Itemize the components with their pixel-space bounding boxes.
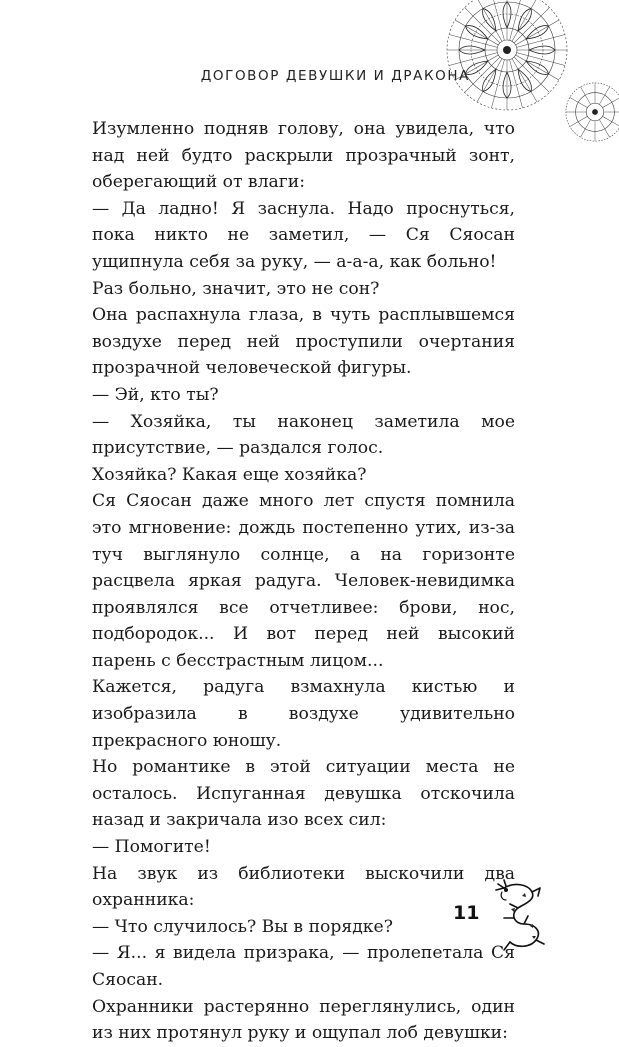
paragraph: — Что случилось? Вы в порядке?	[92, 916, 393, 937]
paragraph: Раз больно, значит, это не сон?	[92, 278, 380, 299]
page-number: 11	[453, 902, 480, 924]
paragraph: Кажется, радуга взмахнула кистью и изобразила в воздухе удивительно прекрасного юношу.	[92, 677, 515, 751]
paragraph: Но романтике в этой ситуации места не осталось. Испуганная девушка отскочила назад и закричала изо всех сил:	[92, 757, 515, 831]
paragraph: — Да ладно! Я заснула. Надо проснуться, пока никто не заметил, — Ся Сяосан ущипнула себя за руку, — а-а-а, как больно!	[92, 198, 515, 272]
dragon-icon	[484, 878, 556, 956]
paragraph: На звук из библиотеки выскочили два охранника:	[92, 863, 515, 911]
mandala-flower-small-icon	[562, 79, 619, 145]
body-text	[92, 116, 515, 1047]
paragraph: — Эй, кто ты?	[92, 384, 219, 405]
paragraph: Ся Сяосан даже много лет спустя помнила это мгновение: дождь постепенно утих, из-за туч выглянуло солнце, а на горизонте расцвела яркая радуга. Человек-невидимка проявлялся все отчетливее: брови, нос, подбородок... И вот перед ней высокий парень с бесстрастным лицом...	[92, 491, 515, 671]
paragraph: Изумленно подняв голову, она увидела, что над ней будто раскрыли прозрачный зонт, оберегающий от влаги:	[92, 119, 515, 193]
paragraph: Она распахнула глаза, в чуть расплывшемся воздухе перед ней проступили очертания прозрачной человеческой фигуры.	[92, 305, 515, 379]
paragraph: Хозяйка? Какая еще хозяйка?	[92, 464, 367, 485]
mandala-flower-icon	[443, 0, 571, 114]
paragraph: — Я... я видела призрака, — пролепетала Ся Сяосан.	[92, 943, 515, 990]
paragraph: Охранники растерянно переглянулись, один из них протянул руку и ощупал лоб девушки:	[92, 996, 515, 1044]
running-title: ДОГОВОР ДЕВУШКИ И ДРАКОНА	[200, 68, 470, 84]
paragraph: — Помогите!	[92, 837, 211, 858]
paragraph: — Хозяйка, ты наконец заметила мое присутствие, — раздался голос.	[92, 411, 515, 459]
